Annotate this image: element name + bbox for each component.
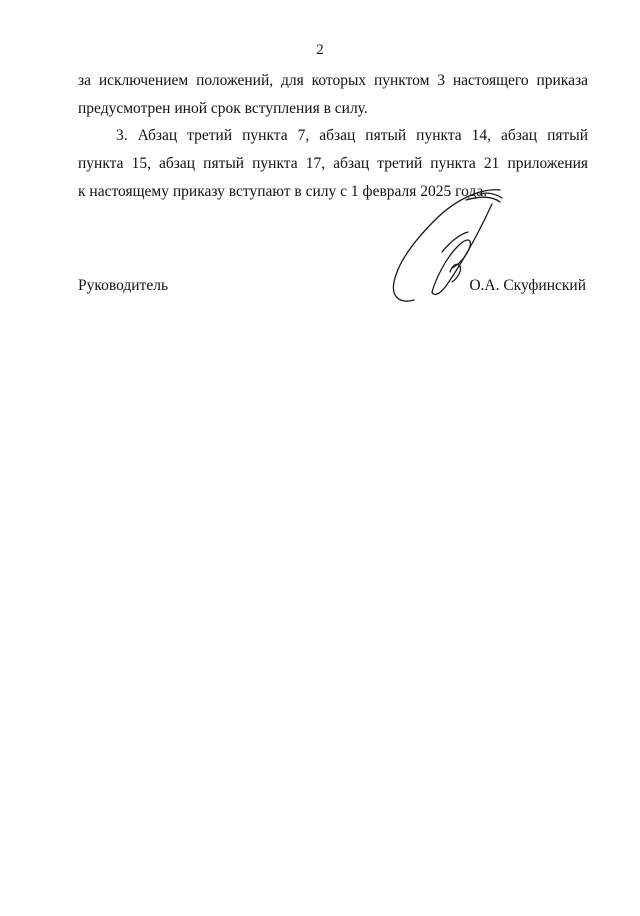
paragraph-1-line-1: за исключением положений, для которых пунктом 3 настоящего приказа — [78, 72, 588, 89]
paragraph-2-line-1: 3. Абзац третий пункта 7, абзац пятый пункта 14, абзац пятый — [116, 127, 588, 144]
paragraph-2-line-2: пункта 15, абзац пятый пункта 17, абзац третий пункта 21 приложения — [78, 155, 588, 172]
signatory-name: О.А. Скуфинский — [469, 277, 586, 294]
paragraph-1-line-2: предусмотрен иной срок вступления в силу. — [78, 100, 368, 117]
signatory-role: Руководитель — [78, 277, 169, 294]
paragraph-2-line-3: к настоящему приказу вступают в силу с 1 февраля 2025 года. — [78, 183, 488, 200]
page-number: 2 — [316, 42, 324, 58]
